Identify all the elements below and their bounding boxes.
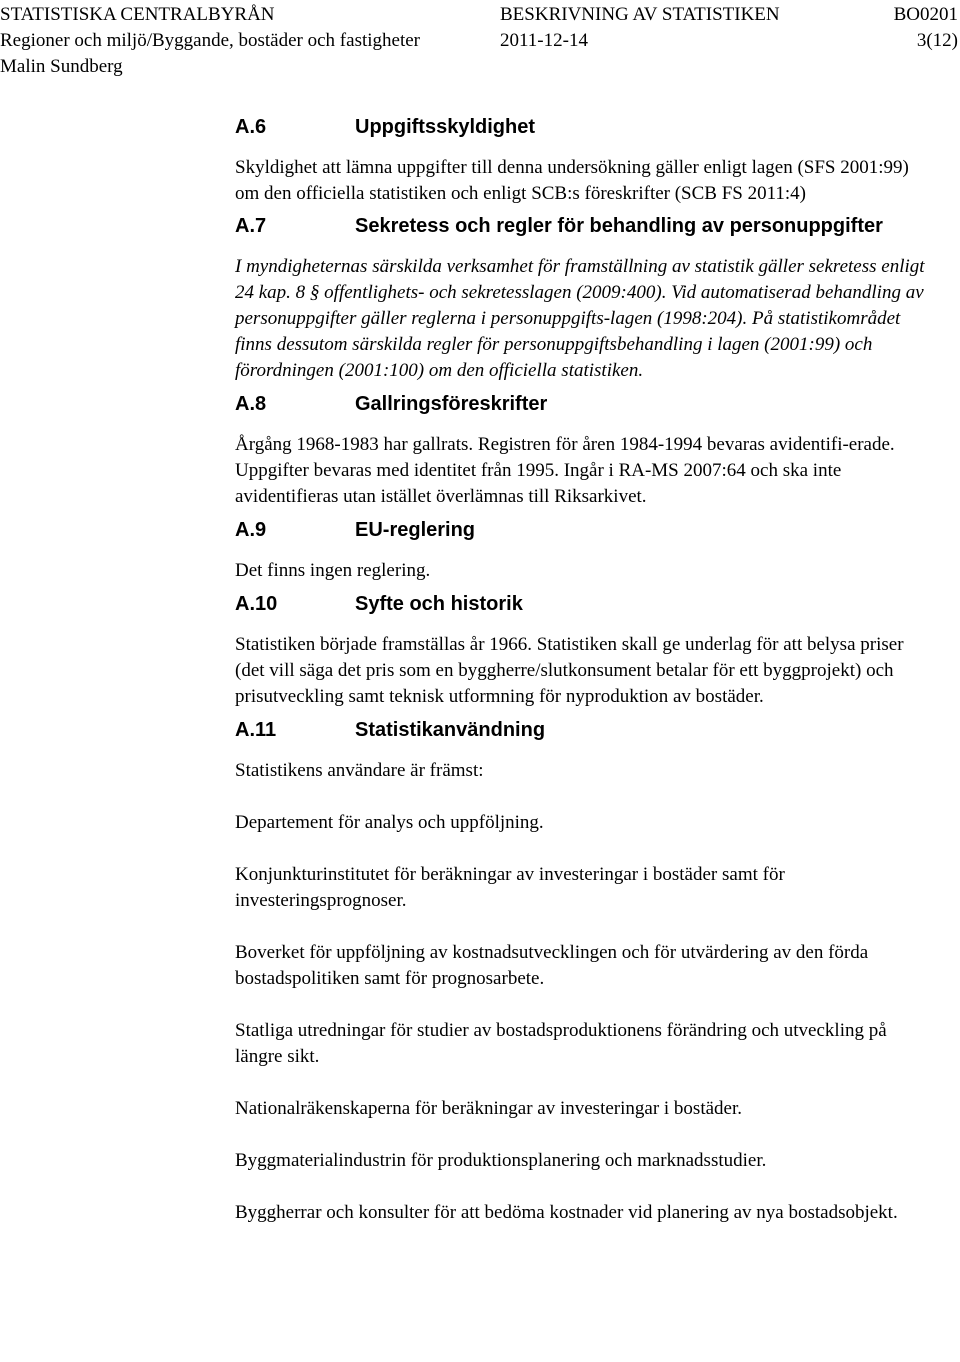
header-department: Regioner och miljö/Byggande, bostäder och fastigheter [0, 30, 420, 51]
header-row-1 [0, 2, 960, 28]
section-title: Gallringsföreskrifter [355, 393, 548, 415]
header-author: Malin Sundberg [0, 56, 123, 77]
header-date: 2011-12-14 [500, 30, 588, 51]
section-number: A.11 [235, 719, 277, 741]
section-heading-a7 [235, 212, 935, 240]
user-item: Statliga utredningar för studier av bostadsproduktionens förändring och utveckling på längre sikt. [235, 1020, 887, 1067]
header-doc-type: BESKRIVNING AV STATISTIKEN [500, 4, 780, 25]
section-a6-body: Skyldighet att lämna uppgifter till denna undersökning gäller enligt lagen (SFS 2001:99) om den officiella statistiken och enligt SCB:s föreskrifter (SCB FS 2011:4) [235, 157, 909, 204]
section-a7-body: I myndigheternas särskilda verksamhet för framställning av statistik gäller sekretess enligt 24 kap. 8 § offentlighets- och sekretesslagen (2009:400). Vid automatiserad behandling av personuppgifter gäller reglerna i personuppgifts-lagen (1998:204). På statistikområdet finns dessutom särskilda regler för personuppgiftsbehandling i lagen (2001:99) och förordningen (2001:100) om den officiella statistiken. [235, 256, 925, 381]
section-heading-a6 [235, 113, 935, 141]
page-header [0, 0, 960, 80]
section-number: A.9 [235, 519, 267, 541]
user-item: Nationalräkenskaperna för beräkningar av investeringar i bostäder. [235, 1098, 742, 1119]
user-item: Boverket för uppföljning av kostnadsutvecklingen och för utvärdering av den förda bostadspolitiken samt för prognosarbete. [235, 942, 869, 989]
section-title: Uppgiftsskyldighet [355, 116, 536, 138]
section-a10-body: Statistiken började framställas år 1966. Statistiken skall ge underlag för att belysa priser (det vill säga det pris som en byggherre/slutkonsument betalar för ett byggprojekt) och prisutveckling samt teknisk utformning för nyproduktion av bostäder. [235, 634, 904, 707]
section-title: Statistikanvändning [355, 719, 546, 741]
section-a9-body: Det finns ingen reglering. [235, 560, 431, 581]
header-doc-code: BO0201 [893, 4, 958, 25]
section-title: Sekretess och regler för behandling av personuppgifter [355, 215, 883, 237]
section-title: Syfte och historik [355, 593, 523, 615]
section-a8-body: Årgång 1968-1983 har gallrats. Registren för åren 1984-1994 bevaras avidentifi-erade. Uppgifter bevaras med identitet från 1995. Ingår i RA-MS 2007:64 och ska inte avidentifieras utan istället överlämnas till Riksarkivet. [235, 434, 895, 507]
user-item: Departement för analys och uppföljning. [235, 812, 544, 833]
header-page-number: 3(12) [916, 30, 958, 51]
document-body [235, 113, 935, 1226]
header-row-2 [0, 28, 960, 54]
section-number: A.6 [235, 116, 267, 138]
section-number: A.10 [235, 593, 278, 615]
section-number: A.7 [235, 215, 267, 237]
section-heading-a10 [235, 590, 935, 618]
section-a11-intro: Statistikens användare är främst: [235, 760, 484, 781]
user-item: Konjunkturinstitutet för beräkningar av investeringar i bostäder samt för investeringsprognoser. [235, 864, 785, 911]
section-heading-a8 [235, 390, 935, 418]
user-item: Byggmaterialindustrin för produktionsplanering och marknadsstudier. [235, 1150, 767, 1171]
section-heading-a9 [235, 516, 935, 544]
section-title: EU-reglering [355, 519, 476, 541]
header-org: STATISTISKA CENTRALBYRÅN [0, 4, 275, 25]
user-item: Byggherrar och konsulter för att bedöma kostnader vid planering av nya bostadsobjekt. [235, 1202, 898, 1223]
section-number: A.8 [235, 393, 267, 415]
section-heading-a11 [235, 716, 935, 744]
header-row-3 [0, 54, 960, 80]
